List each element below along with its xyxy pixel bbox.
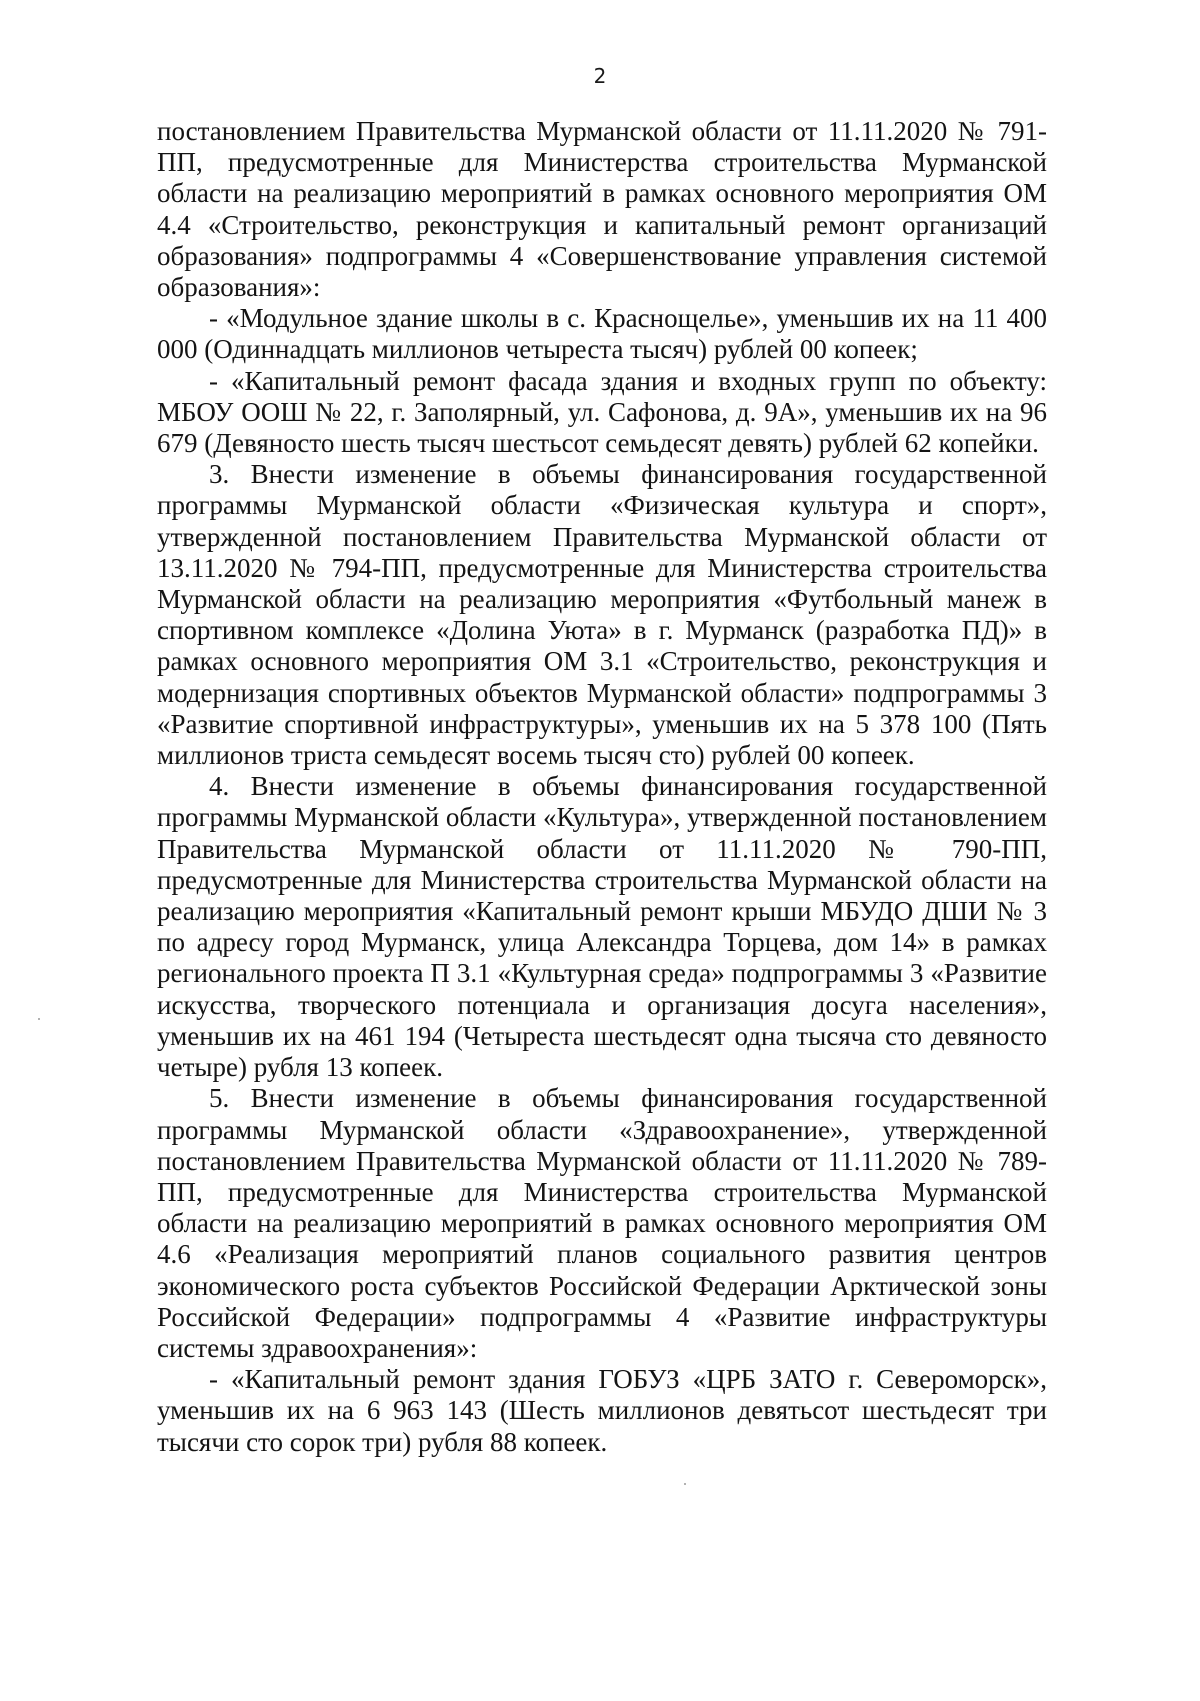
scan-speck xyxy=(38,1018,40,1020)
page-number: 2 xyxy=(593,64,607,88)
paragraph-continuation: постановлением Правительства Мурманской области от 11.11.2020 № 791-ПП, предусмотренные для Министерства строительства Мурманской области на реализацию мероприятий в рамках основного мероприятия ОМ 4.4 «Строительство, реконструкция и капитальный ремонт организаций образования» подпрограммы 4 «Совершенствование управления системой образования»: xyxy=(157,116,1047,303)
list-item-hospital-repair: - «Капитальный ремонт здания ГОБУЗ «ЦРБ ЗАТО г. Североморск», уменьшив их на 6 963 143 (Шесть миллионов девятьсот шестьдесят три тысячи сто сорок три) рубля 88 копеек. xyxy=(157,1364,1047,1457)
list-item-modular-school: - «Модульное здание школы в с. Краснощелье», уменьшив их на 11 400 000 (Одиннадцать миллионов четыреста тысяч) рублей 00 копеек; xyxy=(157,303,1047,365)
list-item-facade-repair: - «Капитальный ремонт фасада здания и входных групп по объекту: МБОУ ООШ № 22, г. Заполярный, ул. Сафонова, д. 9А», уменьшив их на 96 679 (Девяносто шесть тысяч шестьсот семьдесят девять) рублей 62 копейки. xyxy=(157,365,1047,459)
paragraph-item-4: 4. Внести изменение в объемы финансирования государственной программы Мурманской области «Культура», утвержденной постановлением Правительства Мурманской области от 11.11.2020 № 790-ПП, предусмотренные для Министерства строительства Мурманской области на реализацию мероприятия «Капитальный ремонт крыши МБУДО ДШИ № 3 по адресу город Мурманск, улица Александра Торцева, дом 14» в рамках регионального проекта П 3.1 «Культурная среда» подпрограммы 3 «Развитие искусства, творческого потенциала и организация досуга населения», уменьшив их на 461 194 (Четыреста шестьдесят одна тысяча сто девяносто четыре) рубля 13 копеек. xyxy=(157,771,1047,1083)
scan-speck xyxy=(684,1483,686,1485)
document-body xyxy=(157,116,1047,1458)
paragraph-item-5: 5. Внести изменение в объемы финансирования государственной программы Мурманской области «Здравоохранение», утвержденной постановлением Правительства Мурманской области от 11.11.2020 № 789-ПП, предусмотренные для Министерства строительства Мурманской области на реализацию мероприятий в рамках основного мероприятия ОМ 4.6 «Реализация мероприятий планов социального развития центров экономического роста субъектов Российской Федерации Арктической зоны Российской Федерации» подпрограммы 4 «Развитие инфраструктуры системы здравоохранения»: xyxy=(157,1083,1047,1363)
paragraph-item-3: 3. Внести изменение в объемы финансирования государственной программы Мурманской области «Физическая культура и спорт», утвержденной постановлением Правительства Мурманской области от 13.11.2020 № 794-ПП, предусмотренные для Министерства строительства Мурманской области на реализацию мероприятия «Футбольный манеж в спортивном комплексе «Долина Уюта» в г. Мурманск (разработка ПД)» в рамках основного мероприятия ОМ 3.1 «Строительство, реконструкция и модернизация спортивных объектов Мурманской области» подпрограммы 3 «Развитие спортивной инфраструктуры», уменьшив их на 5 378 100 (Пять миллионов триста семьдесят восемь тысяч сто) рублей 00 копеек. xyxy=(157,459,1047,771)
